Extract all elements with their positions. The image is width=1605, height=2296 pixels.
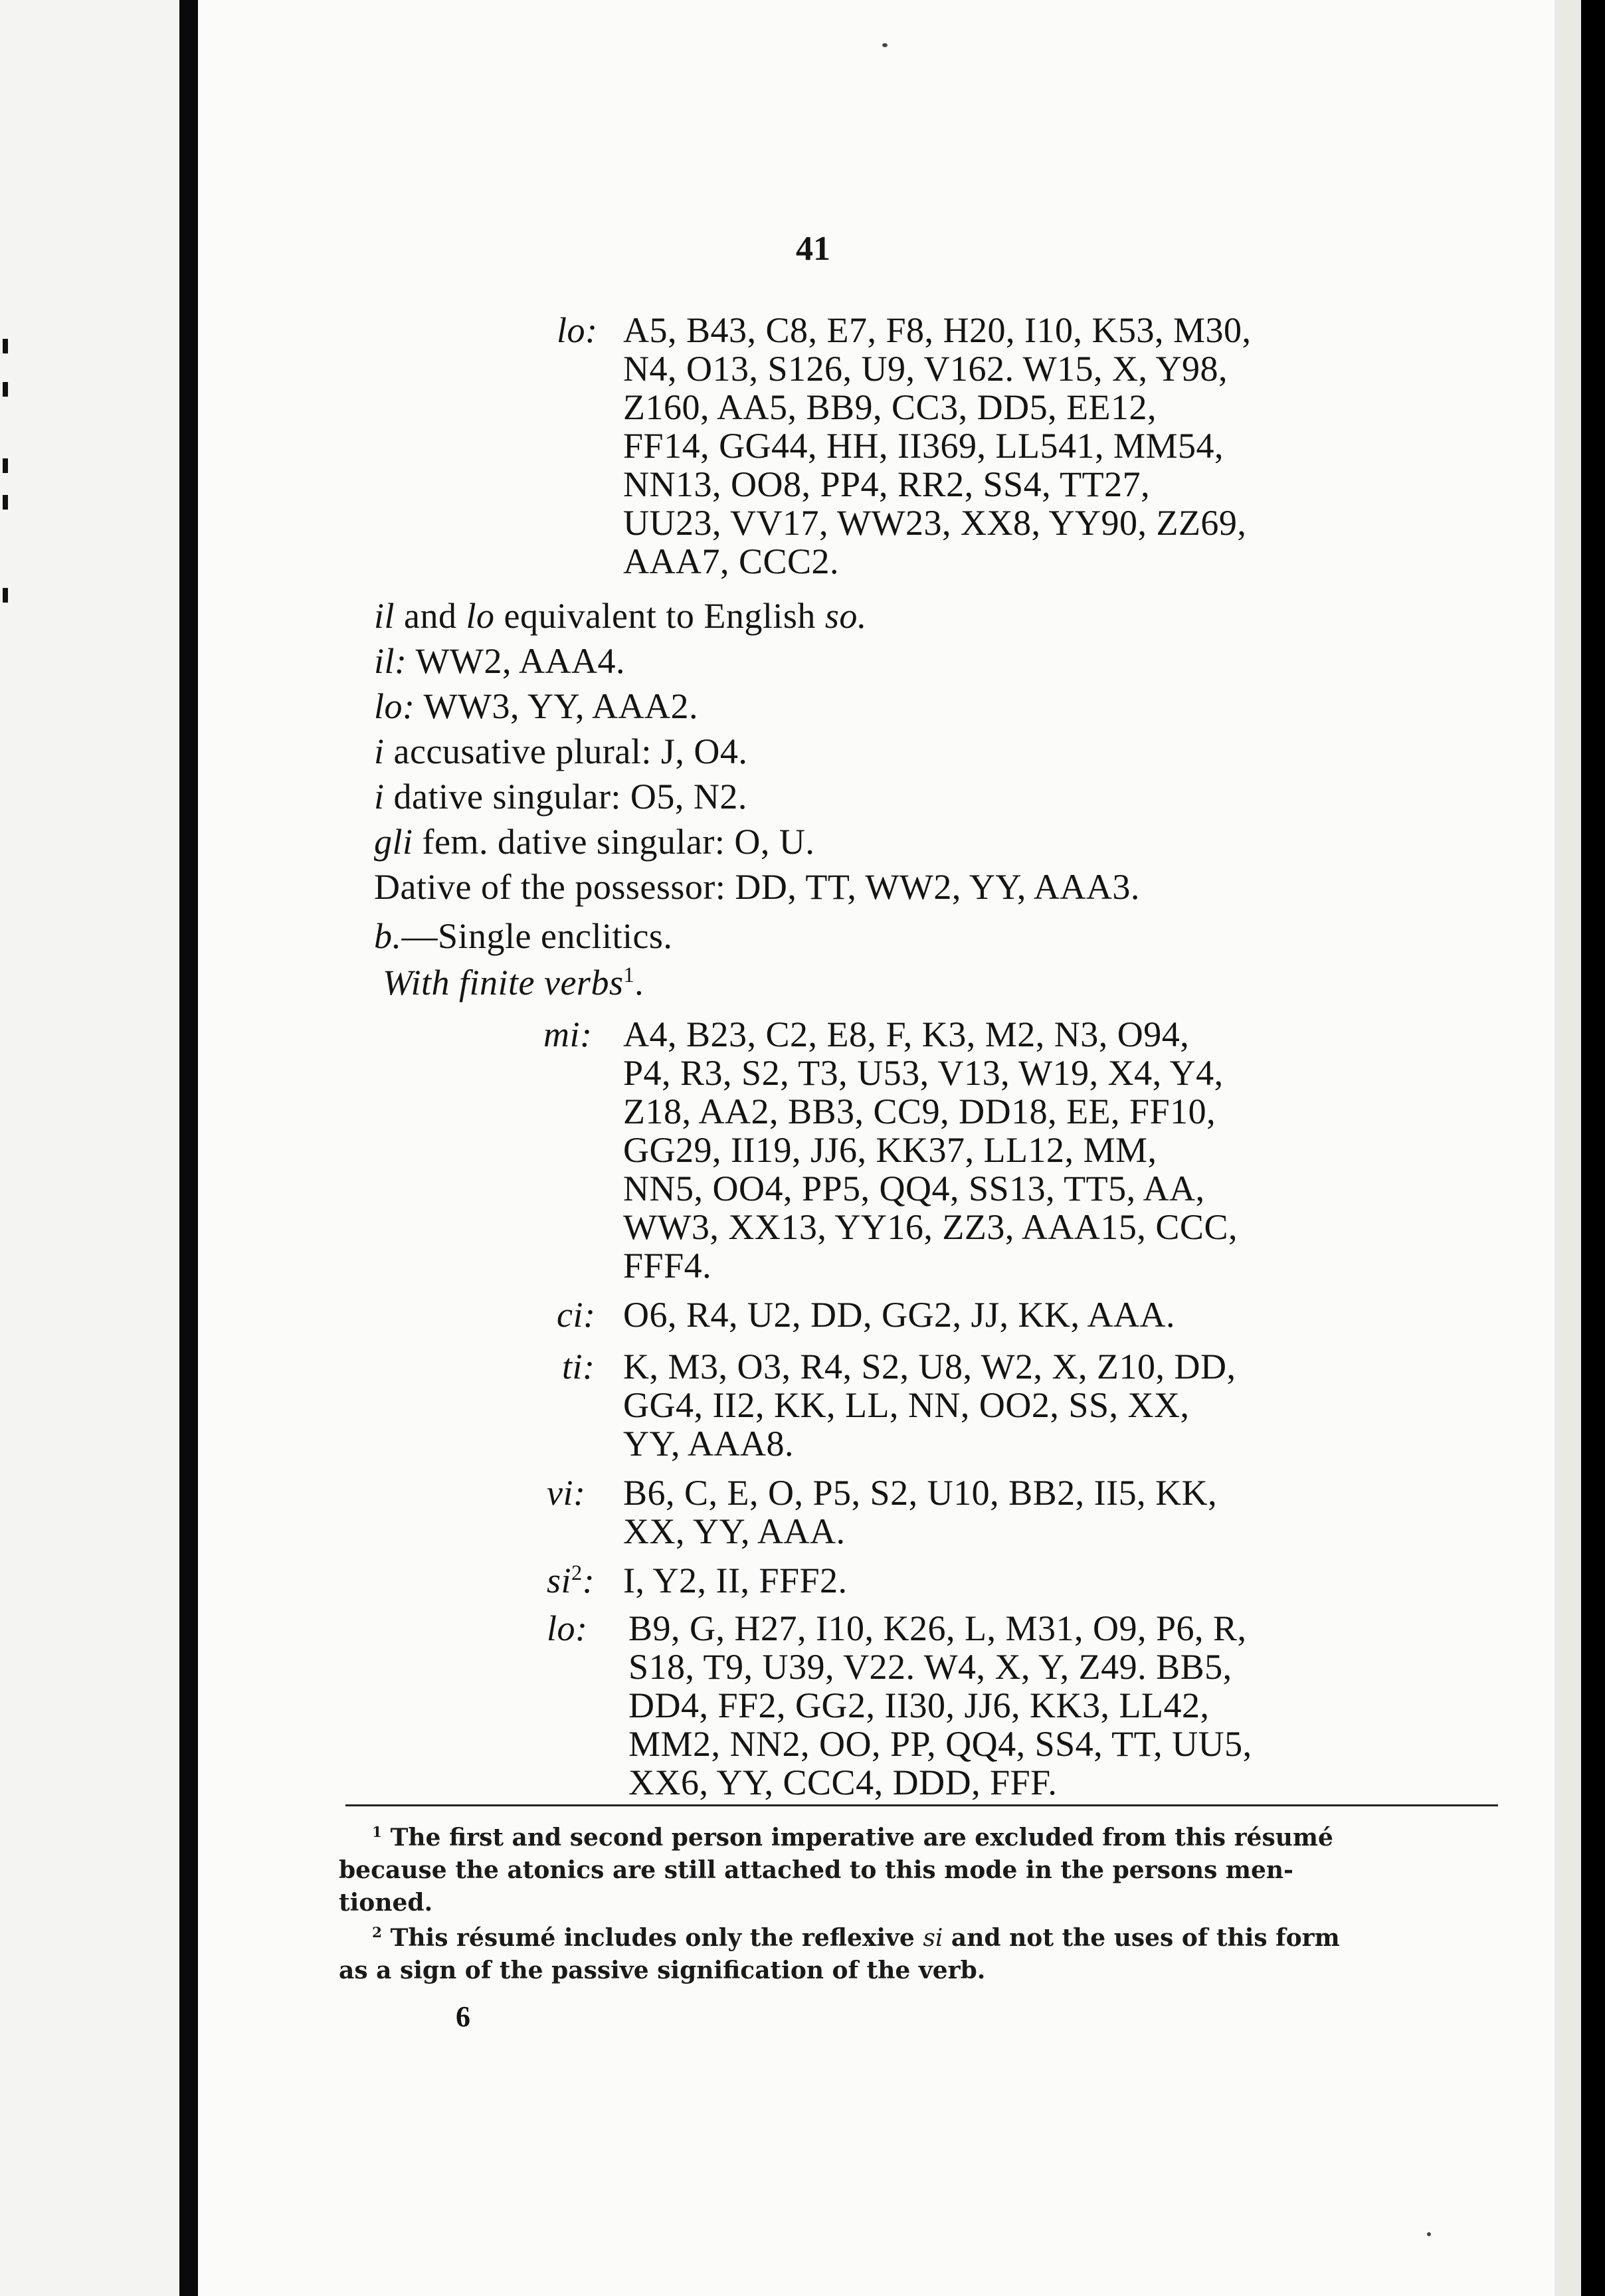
signature-mark: 6 [456, 2000, 470, 2033]
finite-verbs-subheading: With finite verbs$^1$. [383, 963, 644, 1003]
si-line: I, Y2, II, FFF2. [623, 1561, 848, 1600]
footnote-2-line: as a sign of the passive signification of the verb. [339, 1957, 986, 1984]
footnote-1-line: $^1$ The first and second person imperative are excluded from this résumé [372, 1824, 1333, 1852]
i-dative-line: i dative singular: O5, N2. [374, 777, 747, 816]
gli-dative-line: gli fem. dative singular: O, U. [374, 822, 815, 862]
mi-label: mi: [543, 1014, 593, 1054]
lo3-line: MM2, NN2, OO, PP, QQ4, SS4, TT, UU5, [628, 1724, 1252, 1764]
lo-line: N4, O13, S126, U9, V162. W15, X, Y98, [623, 349, 1228, 389]
margin-mark [3, 458, 8, 473]
lo-label: lo: [557, 310, 598, 350]
mi-line: GG29, II19, JJ6, KK37, LL12, MM, [623, 1130, 1157, 1170]
footnote-1-line: tioned. [339, 1889, 433, 1917]
mi-line: P4, R3, S2, T3, U53, V13, W19, X4, Y4, [623, 1053, 1224, 1093]
footnote-1-line: because the atonics are still attached to this mode in the persons men- [339, 1856, 1293, 1884]
ti-line: K, M3, O3, R4, S2, U8, W2, X, Z10, DD, [623, 1347, 1236, 1387]
lo-line-2: lo: WW3, YY, AAA2. [374, 686, 699, 726]
footnote-rule [345, 1804, 1498, 1806]
ci-line: O6, R4, U2, DD, GG2, JJ, KK, AAA. [623, 1295, 1176, 1335]
lo-line: AAA7, CCC2. [623, 541, 840, 581]
page-number: 41 [796, 230, 830, 268]
lo3-line: S18, T9, U39, V22. W4, X, Y, Z49. BB5, [628, 1647, 1232, 1687]
facing-page-edge [0, 0, 179, 2296]
mi-line: NN5, OO4, PP5, QQ4, SS13, TT5, AA, [623, 1169, 1205, 1208]
ti-label: ti: [562, 1347, 595, 1387]
scan-speck [882, 43, 888, 47]
lo-line: FF14, GG44, HH, II369, LL541, MM54, [623, 426, 1224, 466]
lo3-line: B9, G, H27, I10, K26, L, M31, O9, P6, R, [628, 1608, 1247, 1648]
lo-label-3: lo: [547, 1608, 588, 1648]
scan-speck [1427, 2232, 1431, 2236]
footnote-2-line: $^2$ This résumé includes only the reflexive si and not the uses of this form [372, 1924, 1340, 1952]
si-label: $si^2$: [547, 1561, 595, 1600]
mi-line: Z18, AA2, BB3, CC9, DD18, EE, FF10, [623, 1092, 1216, 1131]
section-b-heading: b.—Single enclitics. [374, 916, 673, 956]
mi-line: A4, B23, C2, E8, F, K3, M2, N3, O94, [623, 1014, 1190, 1054]
lo-line: A5, B43, C8, E7, F8, H20, I10, K53, M30, [623, 310, 1252, 350]
margin-mark [3, 588, 8, 603]
ci-label: ci: [557, 1295, 596, 1335]
lo3-line: DD4, FF2, GG2, II30, JJ6, KK3, LL42, [628, 1685, 1210, 1725]
dative-possessor-line: Dative of the possessor: DD, TT, WW2, YY, AAA3. [374, 867, 1140, 907]
lo-line: UU23, VV17, WW23, XX8, YY90, ZZ69, [623, 503, 1247, 543]
mi-line: WW3, XX13, YY16, ZZ3, AAA15, CCC, [623, 1207, 1238, 1247]
i-accusative-line: i accusative plural: J, O4. [374, 731, 748, 771]
vi-line: B6, C, E, O, P5, S2, U10, BB2, II5, KK, [623, 1473, 1218, 1513]
equivalence-line: il and lo equivalent to English so. [374, 596, 867, 636]
lo-line: Z160, AA5, BB9, CC3, DD5, EE12, [623, 387, 1157, 427]
lo-line: NN13, OO8, PP4, RR2, SS4, TT27, [623, 464, 1151, 504]
page-fore-edge [1555, 0, 1581, 2296]
ti-line: YY, AAA8. [623, 1424, 795, 1464]
ti-line: GG4, II2, KK, LL, NN, OO2, SS, XX, [623, 1385, 1190, 1425]
book-gutter [179, 0, 198, 2296]
vi-line: XX, YY, AAA. [623, 1511, 846, 1551]
lo3-line: XX6, YY, CCC4, DDD, FFF. [628, 1763, 1058, 1802]
margin-mark [3, 382, 8, 397]
margin-mark [3, 495, 8, 510]
book-page [198, 0, 1566, 2296]
vi-label: vi: [547, 1473, 586, 1513]
il-line: il: WW2, AAA4. [374, 641, 625, 681]
mi-line: FFF4. [623, 1246, 712, 1286]
margin-mark [3, 339, 8, 353]
